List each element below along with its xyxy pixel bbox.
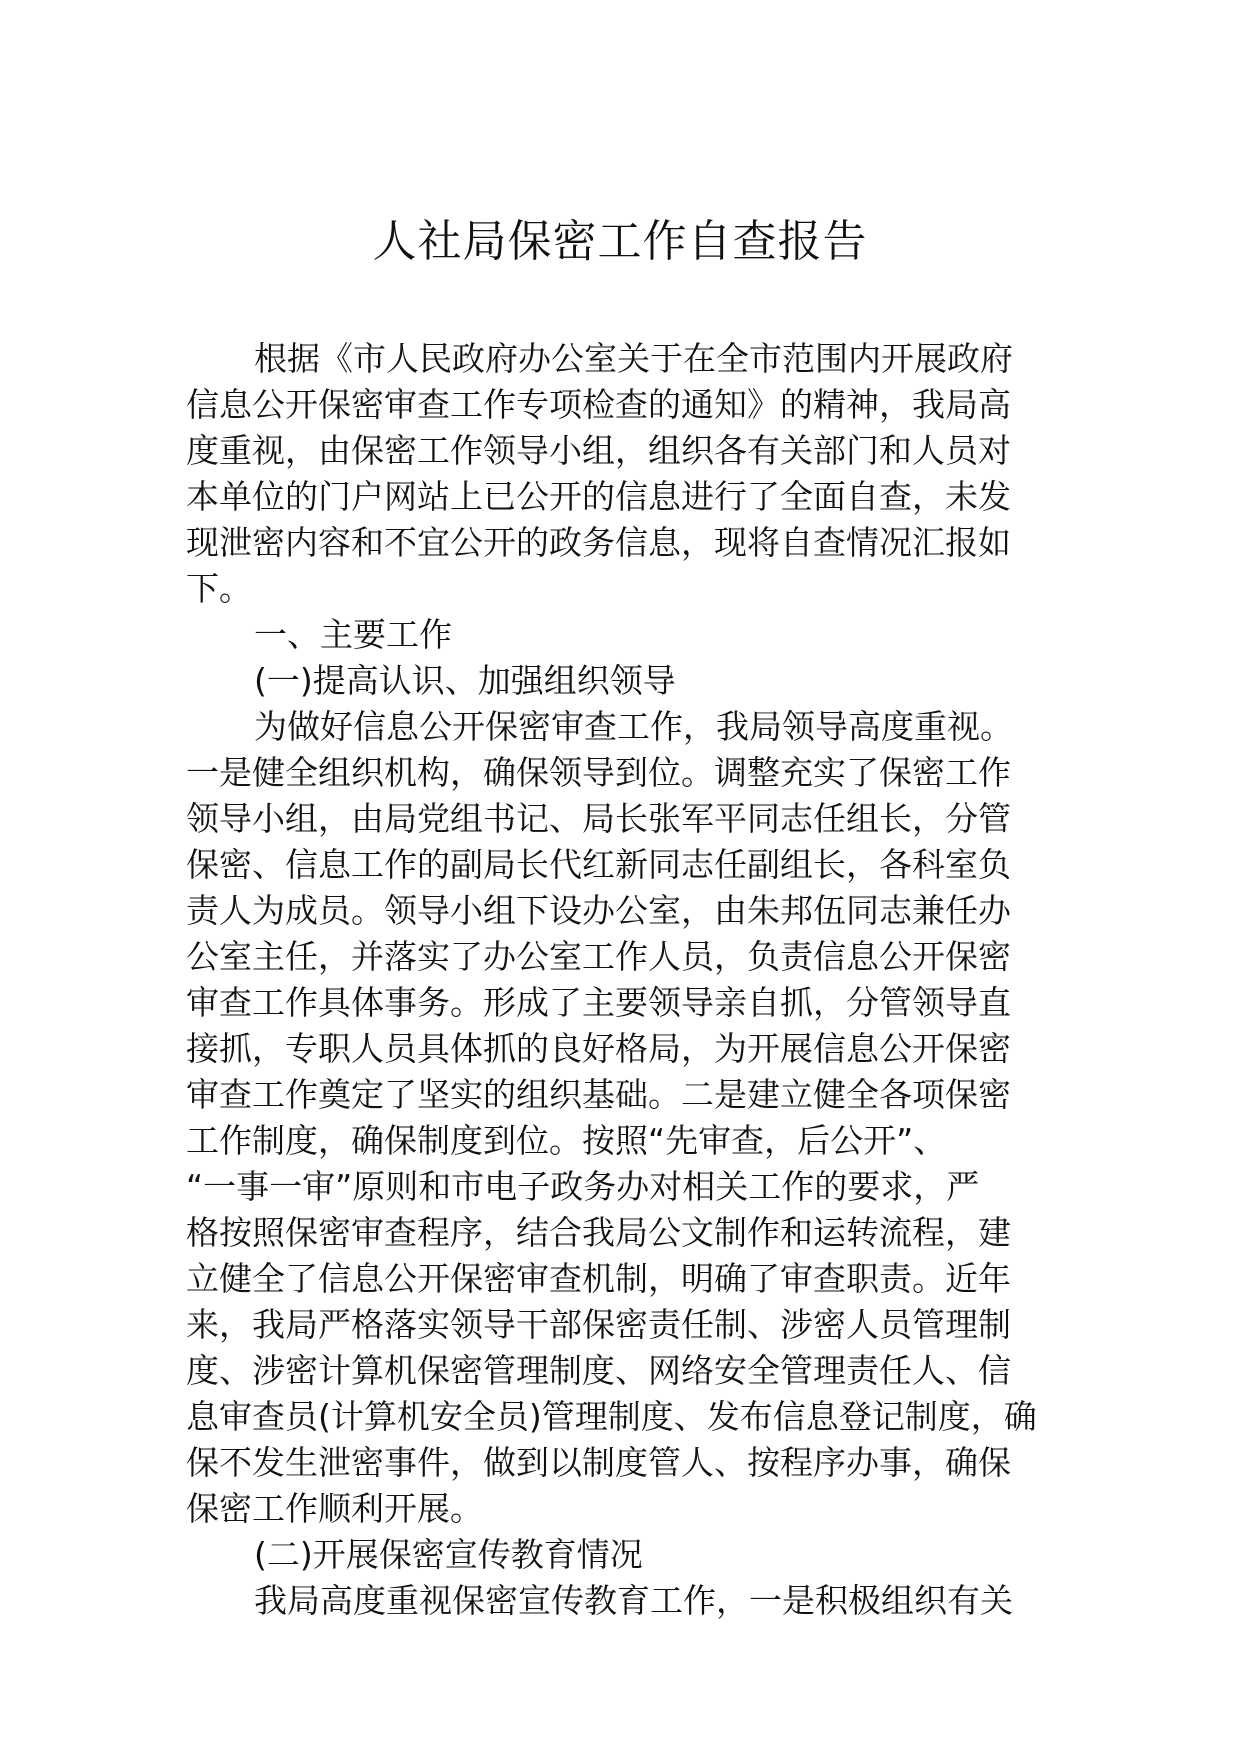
- paragraph-line: 审查工作奠定了坚实的组织基础。二是建立健全各项保密: [186, 1075, 1011, 1114]
- paragraph-line: 公室主任，并落实了办公室工作人员，负责信息公开保密: [186, 937, 1011, 976]
- paragraph-line: 度、涉密计算机保密管理制度、网络安全管理责任人、信: [186, 1351, 1011, 1390]
- document-title: 人社局保密工作自查报告: [372, 216, 868, 267]
- paragraph-line: 一是健全组织机构，确保领导到位。调整充实了保密工作: [186, 753, 1011, 792]
- paragraph-line: 工作制度，确保制度到位。按照“先审查，后公开”、: [186, 1121, 947, 1160]
- paragraph-line: 根据《市人民政府办公室关于在全市范围内开展政府: [254, 339, 1013, 378]
- paragraph-line: 责人为成员。领导小组下设办公室，由朱邦伍同志兼任办: [186, 891, 1011, 930]
- paragraph-line: 保不发生泄密事件，做到以制度管人、按程序办事，确保: [186, 1443, 1011, 1482]
- section-heading: 一、主要工作: [254, 615, 452, 654]
- paragraph-line: 来，我局严格落实领导干部保密责任制、涉密人员管理制: [186, 1305, 1011, 1344]
- paragraph-line: 为做好信息公开保密审查工作，我局领导高度重视。: [254, 707, 1013, 746]
- paragraph-line: 度重视，由保密工作领导小组，组织各有关部门和人员对: [186, 431, 1011, 470]
- paragraph-line: 本单位的门户网站上已公开的信息进行了全面自查，未发: [186, 477, 1011, 516]
- paragraph-line: 息审查员(计算机安全员)管理制度、发布信息登记制度，确: [186, 1397, 1037, 1436]
- paragraph-line: 保密工作顺利开展。: [186, 1489, 483, 1528]
- paragraph-line: 保密、信息工作的副局长代红新同志任副组长，各科室负: [186, 845, 1011, 884]
- paragraph-line: 格按照保密审查程序，结合我局公文制作和运转流程，建: [186, 1213, 1011, 1252]
- paragraph-line: 下。: [186, 569, 252, 608]
- subsection-heading: (一)提高认识、加强组织领导: [254, 661, 676, 700]
- subsection-heading: (二)开展保密宣传教育情况: [254, 1535, 643, 1574]
- paragraph-line: 信息公开保密审查工作专项检查的通知》的精神，我局高: [186, 385, 1011, 424]
- paragraph-line: 审查工作具体事务。形成了主要领导亲自抓，分管领导直: [186, 983, 1011, 1022]
- paragraph-line: 我局高度重视保密宣传教育工作，一是积极组织有关: [254, 1581, 1013, 1620]
- paragraph-line: 领导小组，由局党组书记、局长张军平同志任组长，分管: [186, 799, 1011, 838]
- paragraph-line: “一事一审”原则和市电子政务办对相关工作的要求，严: [186, 1167, 980, 1206]
- paragraph-line: 现泄密内容和不宜公开的政务信息，现将自查情况汇报如: [186, 523, 1011, 562]
- paragraph-line: 接抓，专职人员具体抓的良好格局，为开展信息公开保密: [186, 1029, 1011, 1068]
- paragraph-line: 立健全了信息公开保密审查机制，明确了审查职责。近年: [186, 1259, 1011, 1298]
- document-body: [186, 336, 1056, 1624]
